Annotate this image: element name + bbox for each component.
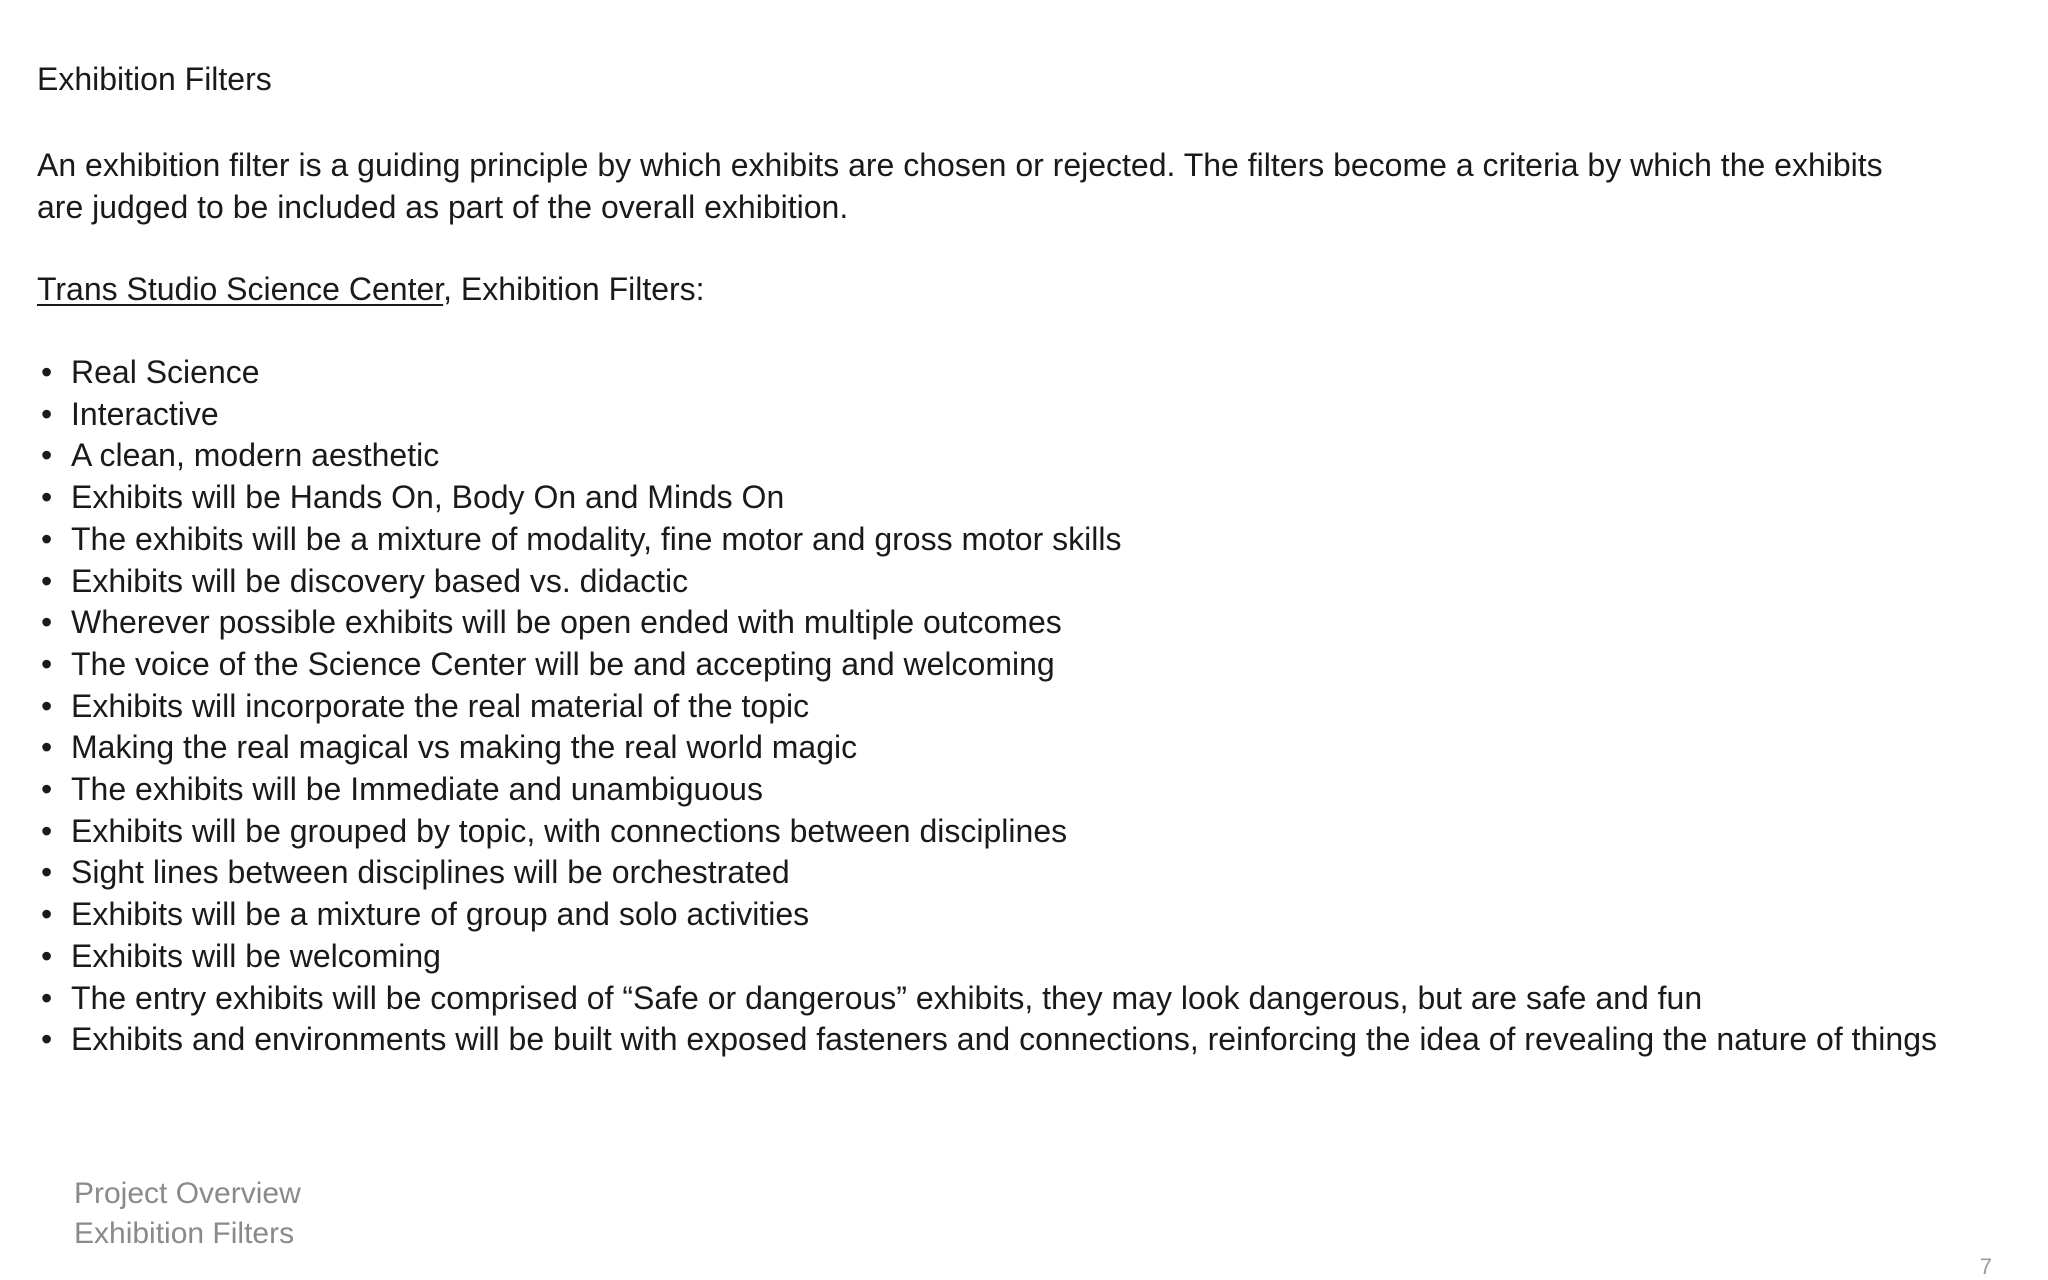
list-item: • Wherever possible exhibits will be open ended with multiple outcomes [37,602,1937,644]
footer-section: Project Overview [74,1177,301,1210]
list-item: • The entry exhibits will be comprised of “Safe or dangerous” exhibits, they may look dangerous, but are safe and fun [37,978,1937,1020]
list-item: • Exhibits will be Hands On, Body On and Minds On [37,477,1937,519]
list-item: • The exhibits will be Immediate and unambiguous [37,769,1937,811]
list-item: • Sight lines between disciplines will be orchestrated [37,852,1937,894]
intro-paragraph [37,144,2017,228]
list-item: • Exhibits will be a mixture of group and solo activities [37,894,1937,936]
subheading-suffix: , Exhibition Filters: [443,271,705,307]
intro-line-2: are judged to be included as part of the overall exhibition. [37,189,849,225]
list-item: • The exhibits will be a mixture of modality, fine motor and gross motor skills [37,519,1937,561]
footer-breadcrumb [74,1174,301,1254]
filters-list [37,352,1937,1061]
intro-line-1: An exhibition filter is a guiding principle by which exhibits are chosen or rejected. The filters become a criteria by which the exhibits [37,147,1883,183]
list-item: • Exhibits will incorporate the real material of the topic [37,686,1937,728]
list-item: • Making the real magical vs making the real world magic [37,727,1937,769]
footer-subsection: Exhibition Filters [74,1217,295,1250]
list-item: • Interactive [37,394,1937,436]
list-item: • Exhibits and environments will be built with exposed fasteners and connections, reinforcing the idea of revealing the nature of things [37,1019,1937,1061]
list-item: • Exhibits will be discovery based vs. didactic [37,561,1937,603]
filters-subheading [37,268,705,310]
list-item: • Exhibits will be grouped by topic, with connections between disciplines [37,811,1937,853]
list-item: • Real Science [37,352,1937,394]
page-title: Exhibition Filters [37,61,272,97]
list-item: • Exhibits will be welcoming [37,936,1937,978]
list-item: • A clean, modern aesthetic [37,435,1937,477]
list-item: • The voice of the Science Center will be and accepting and welcoming [37,644,1937,686]
page-number: 7 [1979,1254,1992,1279]
science-center-name: Trans Studio Science Center [37,271,444,307]
